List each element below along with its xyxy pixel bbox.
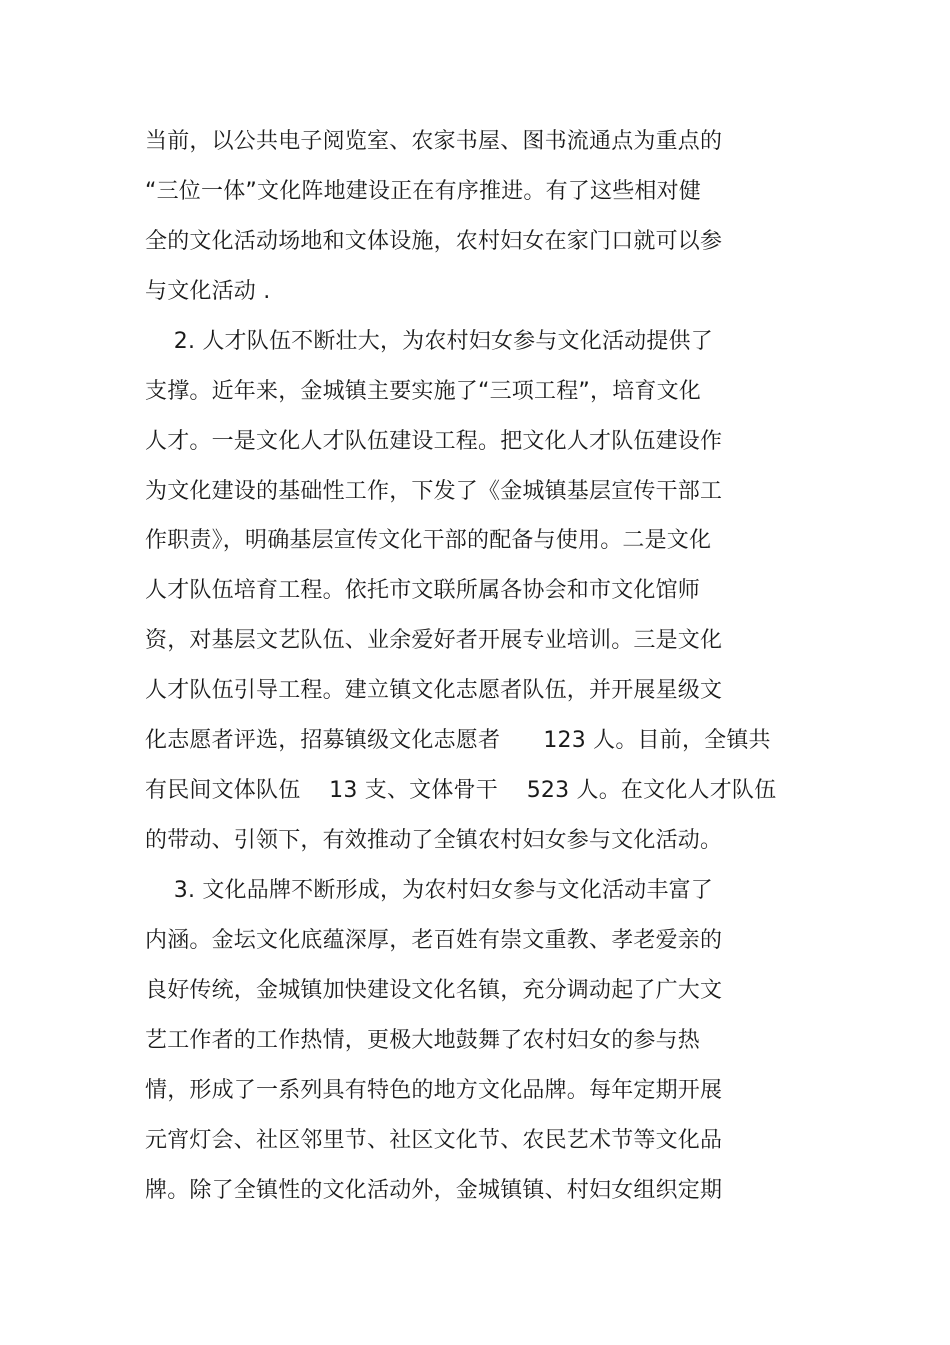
text-line: 化志愿者评选，招募镇级文化志愿者 123 人。目前，全镇共	[145, 728, 771, 753]
text-line: 与文化活动 .	[145, 279, 271, 304]
text-line: 艺工作者的工作热情，更极大地鼓舞了农村妇女的参与热	[145, 1028, 701, 1053]
text-line: 全的文化活动场地和文体设施，农村妇女在家门口就可以参	[145, 229, 723, 254]
text-line: 作职责》，明确基层宣传文化干部的配备与使用。二是文化	[145, 528, 712, 553]
text-line: 牌。除了全镇性的文化活动外，金城镇镇、村妇女组织定期	[145, 1178, 723, 1203]
text-line: 人才。一是文化人才队伍建设工程。把文化人才队伍建设作	[145, 429, 723, 454]
text-line: 良好传统，金城镇加快建设文化名镇，充分调动起了广大文	[145, 978, 723, 1003]
text-line: 人才队伍培育工程。依托市文联所属各协会和市文化馆师	[145, 578, 701, 603]
text-line: 资，对基层文艺队伍、业余爱好者开展专业培训。三是文化	[145, 628, 723, 653]
text-line: 有民间文体队伍 13 支、文体骨干 523 人。在文化人才队伍	[145, 778, 777, 803]
paragraph-3-first-line: 3. 文化品牌不断形成，为农村妇女参与文化活动丰富了	[145, 878, 713, 903]
text-line: 为文化建设的基础性工作，下发了《金城镇基层宣传干部工	[145, 479, 723, 504]
text-line: 当前，以公共电子阅览室、农家书屋、图书流通点为重点的	[145, 129, 723, 154]
text-line: 的带动、引领下，有效推动了全镇农村妇女参与文化活动。	[145, 828, 723, 853]
paragraph-2-first-line: 2. 人才队伍不断壮大，为农村妇女参与文化活动提供了	[145, 329, 713, 354]
text-line: “三位一体”文化阵地建设正在有序推进。有了这些相对健	[145, 179, 701, 204]
text-line: 内涵。金坛文化底蕴深厚，老百姓有崇文重教、孝老爱亲的	[145, 928, 723, 953]
text-line: 人才队伍引导工程。建立镇文化志愿者队伍，并开展星级文	[145, 678, 723, 703]
text-line: 支撑。近年来，金城镇主要实施了“三项工程”，培育文化	[145, 379, 701, 404]
text-line: 元宵灯会、社区邻里节、社区文化节、农民艺术节等文化品	[145, 1128, 723, 1153]
text-line: 情，形成了一系列具有特色的地方文化品牌。每年定期开展	[145, 1078, 723, 1103]
